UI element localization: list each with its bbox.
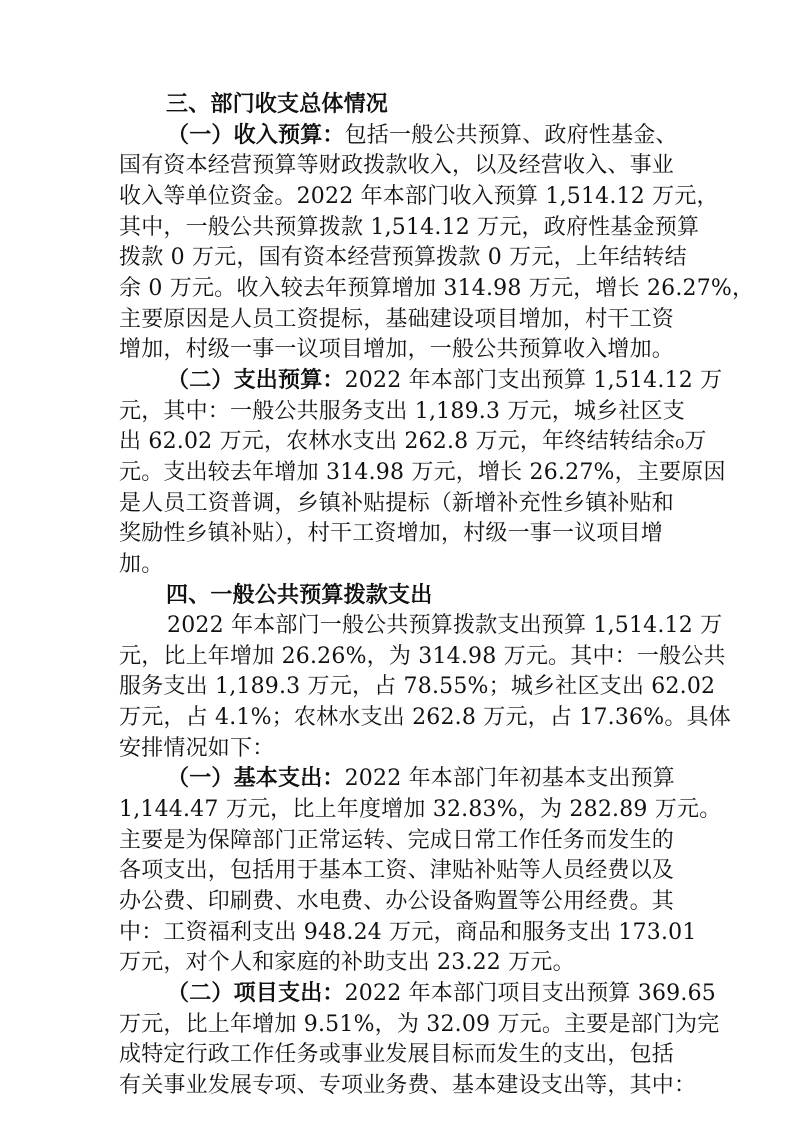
text-line: 1,144.47 万元，比上年度增加 32.83%，为 282.89 万元。 [119, 797, 722, 822]
basic-expense-label: （一）基本支出： [167, 766, 345, 791]
text-line: 万元，比上年增加 9.51%，为 32.09 万元。主要是部门为完 [119, 1012, 720, 1037]
text-line: 元，比上年增加 26.26%，为 314.98 万元。其中：一般公共 [119, 644, 726, 669]
text-line: 2022 年本部门项目支出预算 369.65 [344, 981, 716, 1006]
income-budget-label: （一）收入预算： [167, 123, 345, 148]
text-line: 余 0 万元。收入较去年预算增加 314.98 万元，增长 26.27%， [119, 276, 755, 301]
text-line: 增加，村级一事一议项目增加，一般公共预算收入增加。 [119, 337, 675, 362]
text-line: 其中，一般公共预算拨款 1,514.12 万元，政府性基金预算 [119, 215, 700, 240]
text-line: 主要是为保障部门正常运转、完成日常工作任务而发生的 [119, 828, 675, 853]
text-line: 2022 年本部门一般公共预算拨款支出预算 1,514.12 万 [167, 613, 723, 638]
project-expense-label: （二）项目支出： [167, 981, 345, 1006]
text-line: 元。支出较去年增加 314.98 万元，增长 26.27%，主要原因 [119, 460, 726, 485]
text-line: 奖励性乡镇补贴），村干工资增加，村级一事一议项目增 [119, 521, 664, 546]
text-line: 元，其中：一般公共服务支出 1,189.3 万元，城乡社区支 [119, 399, 685, 424]
text-line: 2022 年本部门支出预算 1,514.12 万 [344, 368, 723, 393]
text-line: 收入等单位资金。2022 年本部门收入预算 1,514.12 万元， [119, 184, 719, 209]
text-line: 是人员工资普调，乡镇补贴提标（新增补充性乡镇补贴和 [119, 491, 675, 516]
text-line: 出 62.02 万元，农林水支出 262.8 万元，年终结转结余₀万 [119, 429, 707, 454]
text-line: 各项支出，包括用于基本工资、津贴补贴等人员经费以及 [119, 858, 675, 883]
project-expense-paragraph-first-line [167, 980, 716, 1008]
text-line: 2022 年本部门年初基本支出预算 [344, 766, 675, 791]
text-line: 万元，对个人和家庭的补助支出 23.22 万元。 [119, 950, 575, 975]
text-line: 安排情况如下： [119, 736, 275, 761]
text-line: 主要原因是人员工资提标，基础建设项目增加，村干工资 [119, 307, 675, 332]
section-heading-general-budget-expenditure: 四、一般公共预算拨款支出 [166, 583, 433, 608]
text-line: 包括一般公共预算、政府性基金、 [344, 123, 678, 148]
text-line: 国有资本经营预算等财政拨款收入，以及经营收入、事业 [119, 153, 675, 178]
text-line: 成特定行政工作任务或事业发展目标而发生的支出，包括 [119, 1042, 675, 1067]
section-heading-revenue-expenditure: 三、部门收支总体情况 [166, 92, 389, 117]
expense-budget-label: （二）支出预算： [167, 368, 345, 393]
basic-expense-paragraph-first-line [167, 765, 675, 793]
text-line: 万元，占 4.1%；农林水支出 262.8 万元，占 17.36%。具体 [119, 705, 731, 730]
text-line: 有关事业发展专项、专项业务费、基本建设支出等，其中： [119, 1073, 697, 1098]
text-line: 加。 [119, 552, 164, 577]
text-line: 中：工资福利支出 948.24 万元，商品和服务支出 173.01 [119, 920, 697, 945]
text-line: 拨款 0 万元，国有资本经营预算拨款 0 万元，上年结转结 [119, 245, 687, 270]
expense-paragraph-first-line [167, 367, 722, 395]
income-paragraph-first-line [167, 122, 678, 150]
text-line: 服务支出 1,189.3 万元，占 78.55%；城乡社区支出 62.02 [119, 674, 716, 699]
text-line: 办公费、印刷费、水电费、办公设备购置等公用经费。其 [119, 889, 675, 914]
